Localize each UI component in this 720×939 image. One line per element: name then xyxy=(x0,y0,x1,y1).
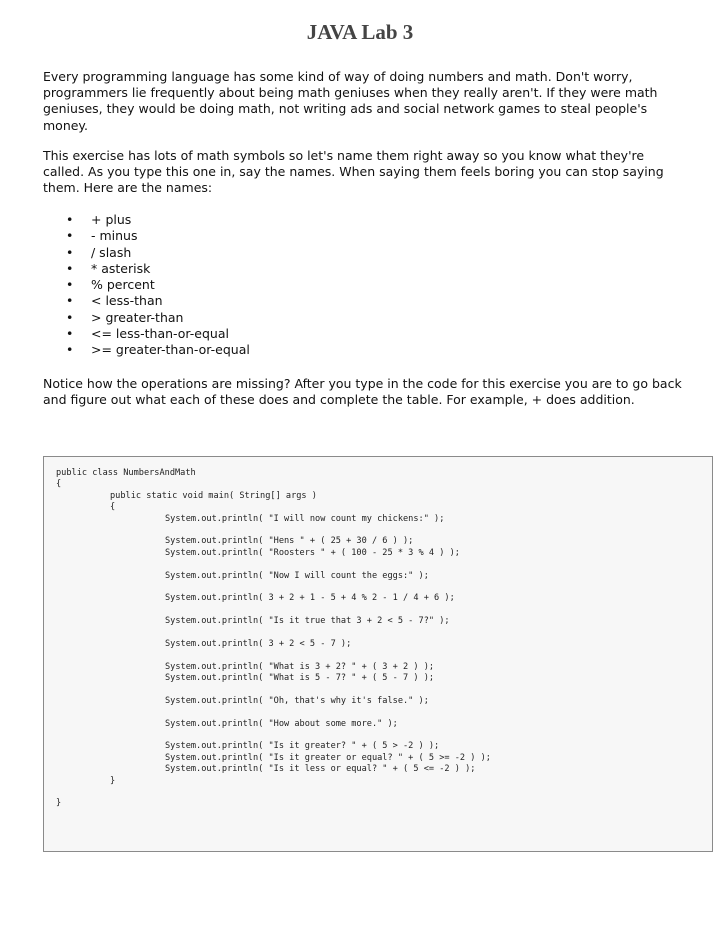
list-item xyxy=(66,310,250,326)
code-spacer xyxy=(56,605,491,616)
code-line-main-open: { xyxy=(110,502,116,513)
bullet-icon: • xyxy=(66,260,74,276)
code-line: System.out.println( "What is 3 + 2? " + ( 3 + 2 ) ); xyxy=(165,661,435,672)
code-line: System.out.println( 3 + 2 + 1 - 5 + 4 % 2 - 1 / 4 + 6 ); xyxy=(165,593,455,604)
list-item xyxy=(66,326,250,342)
bullet-icon: • xyxy=(66,277,74,293)
symbol-name: - minus xyxy=(91,228,138,244)
bullet-icon: • xyxy=(66,293,74,309)
code-line-open-brace: { xyxy=(56,479,62,490)
page-title: JAVA Lab 3 xyxy=(306,20,414,44)
code-spacer xyxy=(56,730,491,741)
symbol-name: <= less-than-or-equal xyxy=(91,326,229,342)
symbol-name: > greater-than xyxy=(91,309,184,325)
code-line: System.out.println( "Is it greater? " + ( 5 > -2 ) ); xyxy=(165,741,440,752)
list-item xyxy=(66,212,250,228)
bullet-icon: • xyxy=(66,326,74,342)
intro-paragraph: Every programming language has some kind of way of doing numbers and math. Don't worry, programmers lie frequently about being math geniuses when they really aren't. If they were math geniuses, they would be doing math, not writing ads and social network games to steal people's money. xyxy=(43,69,658,133)
bullet-icon: • xyxy=(66,228,74,244)
symbol-name: / slash xyxy=(91,244,132,260)
list-item xyxy=(66,342,250,358)
code-line: System.out.println( "Hens " + ( 25 + 30 / 6 ) ); xyxy=(165,536,414,547)
symbol-name: < less-than xyxy=(91,293,163,309)
symbol-name: * asterisk xyxy=(91,260,151,276)
code-spacer xyxy=(56,559,491,570)
bullet-icon: • xyxy=(66,342,74,358)
code-line: System.out.println( "Roosters " + ( 100 - 25 * 3 % 4 ) ); xyxy=(165,547,460,558)
symbol-name: >= greater-than-or-equal xyxy=(91,342,250,358)
list-item xyxy=(66,293,250,309)
code-line: System.out.println( "How about some more." ); xyxy=(165,718,398,729)
bullet-icon: • xyxy=(66,212,74,227)
symbols-intro-paragraph: This exercise has lots of math symbols so let's name them right away so you know what they're called. As you type this one in, say the names. When saying them feels boring you can stop saying them. Here are the names: xyxy=(43,148,664,196)
symbol-name: % percent xyxy=(91,277,155,293)
code-spacer xyxy=(56,627,491,638)
code-line: System.out.println( "Is it true that 3 + 2 < 5 - 7?" ); xyxy=(165,616,450,627)
code-listing xyxy=(56,468,491,810)
code-line-main-close: } xyxy=(110,775,116,786)
code-block xyxy=(43,456,713,852)
code-line: System.out.println( "Is it greater or equal? " + ( 5 >= -2 ) ); xyxy=(165,752,491,763)
bullet-icon: • xyxy=(66,244,74,260)
list-item xyxy=(66,228,250,244)
code-line-close-brace: } xyxy=(56,798,62,809)
code-spacer xyxy=(56,525,491,536)
code-spacer xyxy=(56,650,491,661)
code-spacer xyxy=(56,787,491,798)
code-line: System.out.println( "Now I will count the eggs:" ); xyxy=(165,570,429,581)
code-line: System.out.println( "I will now count my chickens:" ); xyxy=(165,513,445,524)
list-item xyxy=(66,277,250,293)
bullet-icon: • xyxy=(66,309,74,325)
code-line: System.out.println( 3 + 2 < 5 - 7 ); xyxy=(165,638,352,649)
symbol-list xyxy=(66,212,250,359)
code-spacer xyxy=(56,582,491,593)
code-line: System.out.println( "What is 5 - 7? " + ( 5 - 7 ) ); xyxy=(165,673,435,684)
code-spacer xyxy=(56,684,491,695)
code-line-main-decl: public static void main( String[] args ) xyxy=(110,490,317,501)
code-line: System.out.println( "Oh, that's why it's false." ); xyxy=(165,695,429,706)
list-item xyxy=(66,261,250,277)
symbol-name: + plus xyxy=(91,212,132,227)
list-item xyxy=(66,245,250,261)
code-line-class-decl: public class NumbersAndMath xyxy=(56,468,196,478)
code-spacer xyxy=(56,707,491,718)
code-line: System.out.println( "Is it less or equal? " + ( 5 <= -2 ) ); xyxy=(165,764,476,775)
notice-paragraph: Notice how the operations are missing? After you type in the code for this exercise you are to go back and figure out what each of these does and complete the table. For example, + does addition. xyxy=(43,376,682,408)
